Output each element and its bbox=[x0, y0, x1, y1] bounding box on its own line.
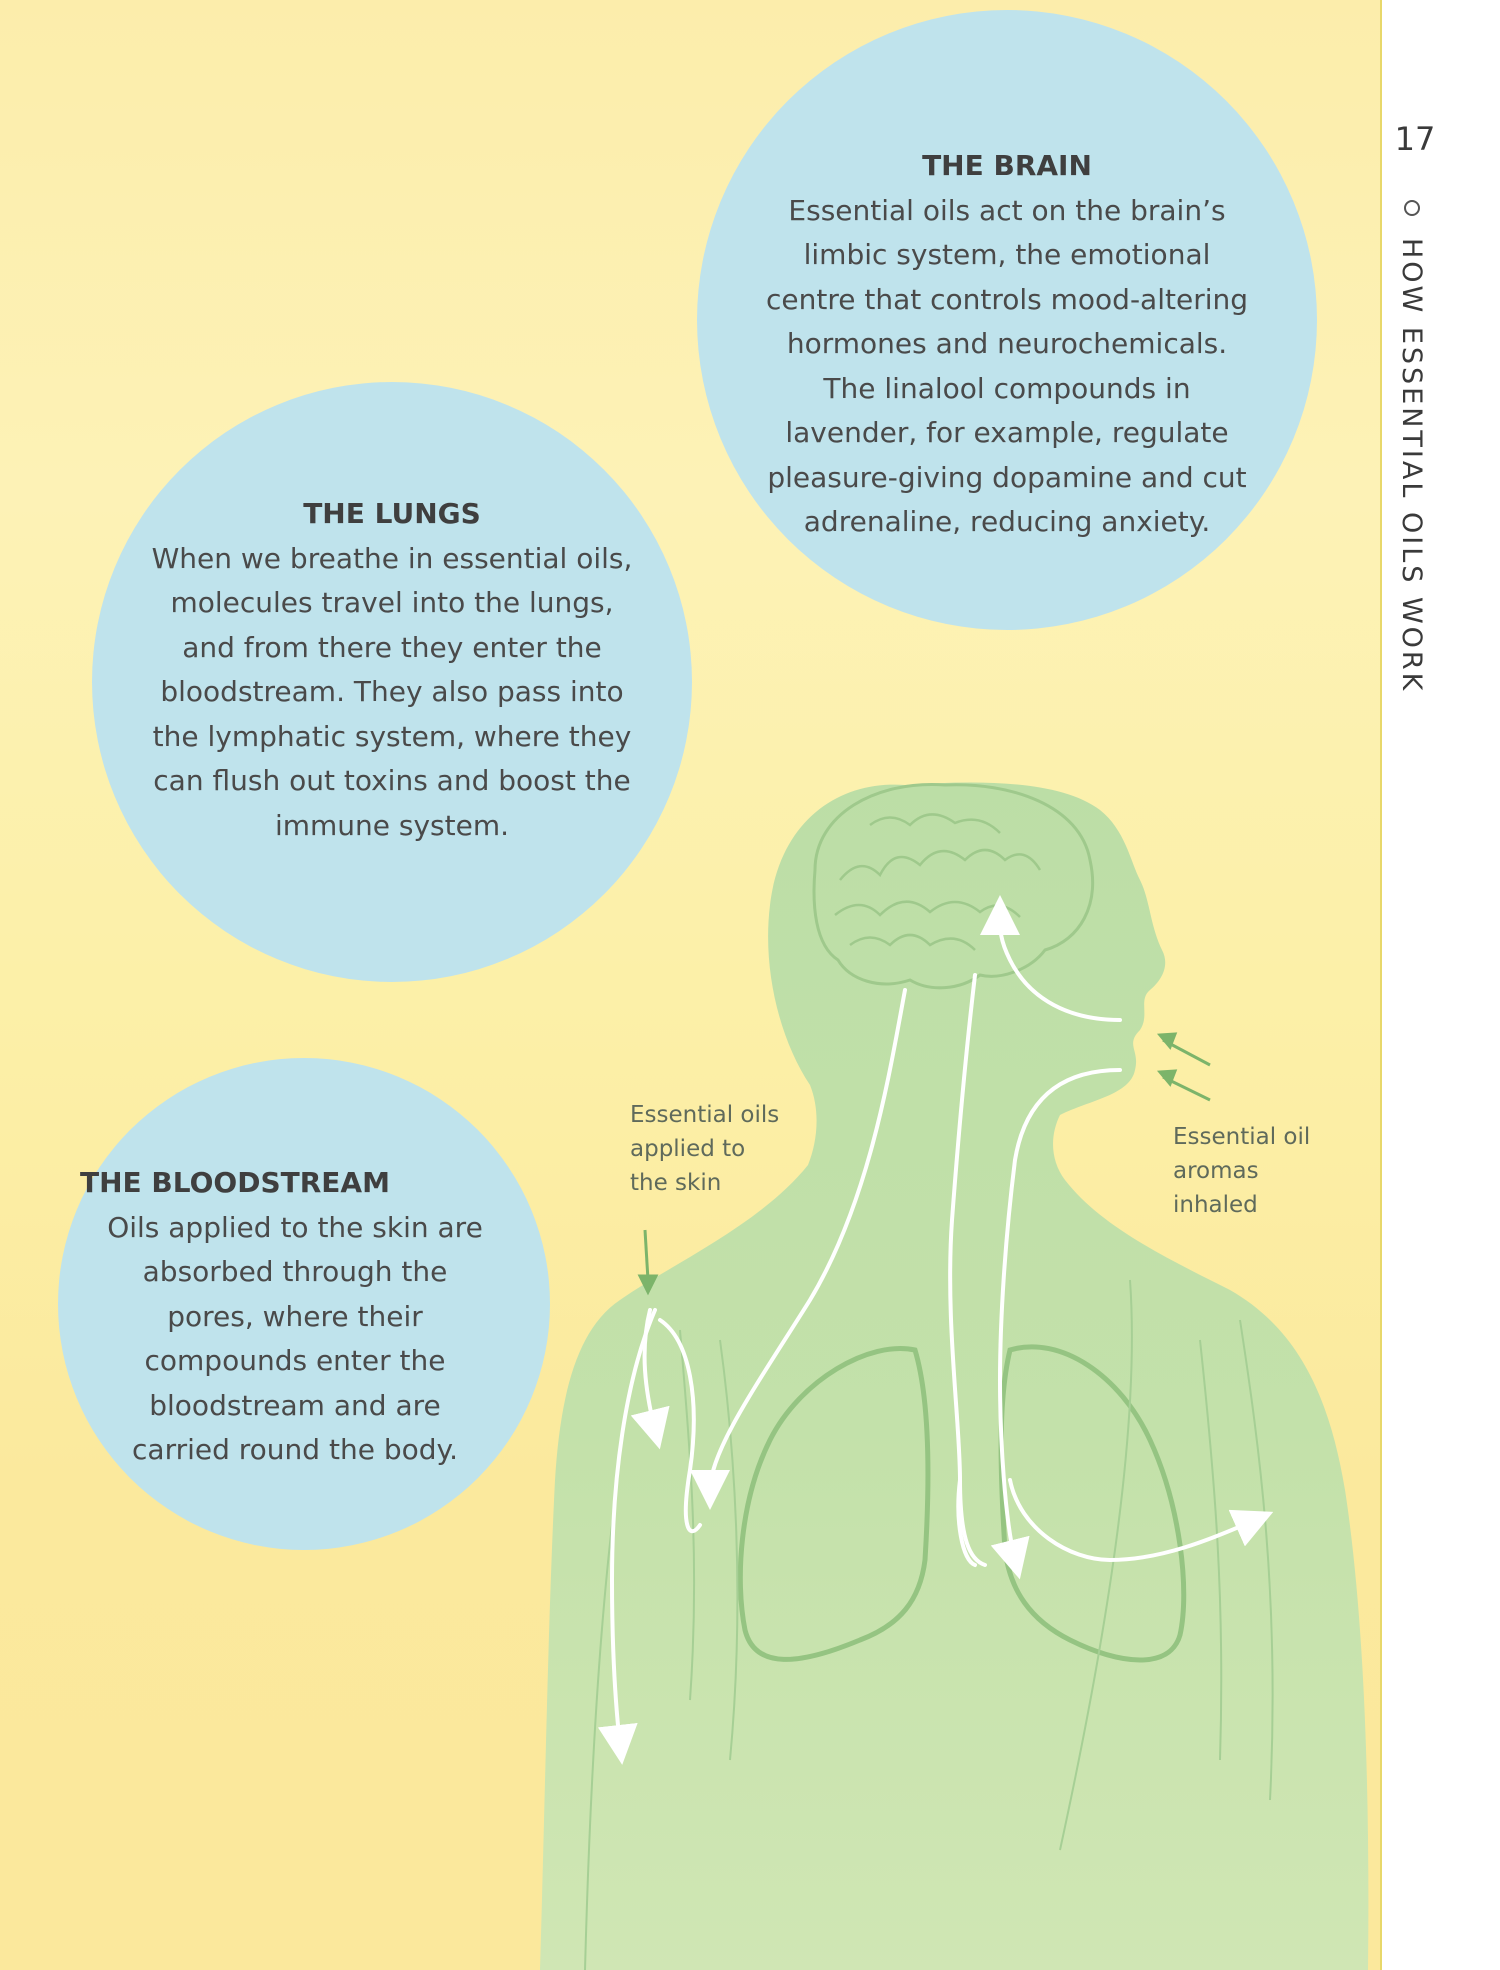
skin-arrow bbox=[640, 1230, 656, 1292]
bloodstream-title: THE BLOODSTREAM bbox=[80, 1166, 390, 1199]
lungs-text-block bbox=[105, 492, 679, 848]
inhale-arrows bbox=[1160, 1034, 1210, 1100]
running-head bbox=[1392, 200, 1432, 800]
aroma-caption: Essential oil aromas inhaled bbox=[1173, 1124, 1311, 1218]
running-head-text: HOW ESSENTIAL OILS WORK bbox=[1396, 238, 1428, 694]
lungs-body: When we breathe in essential oils, molecules travel into the lungs, and from there they enter the bloodstream. They also pass into the lymphatic system, where they can flush out toxins and boost the immune system. bbox=[151, 541, 633, 842]
lungs-title: THE LUNGS bbox=[303, 497, 481, 530]
brain-title: THE BRAIN bbox=[922, 149, 1092, 182]
brain-text-block bbox=[712, 144, 1302, 545]
page-number: 17 bbox=[1394, 120, 1436, 158]
skin-caption: Essential oils applied to the skin bbox=[630, 1102, 780, 1196]
bloodstream-body: Oils applied to the skin are absorbed through the pores, where their compounds enter the bloodstream and are carried round the body. bbox=[107, 1210, 483, 1466]
bloodstream-text-block bbox=[80, 1161, 510, 1473]
brain-body: Essential oils act on the brain’s limbic system, the emotional centre that controls mood-altering hormones and neurochemicals. The linalool compounds in lavender, for example, regulate pleasure-giving dopamine and cut adrenaline, reducing anxiety. bbox=[765, 193, 1249, 538]
circle-bullet-icon bbox=[1404, 200, 1420, 216]
